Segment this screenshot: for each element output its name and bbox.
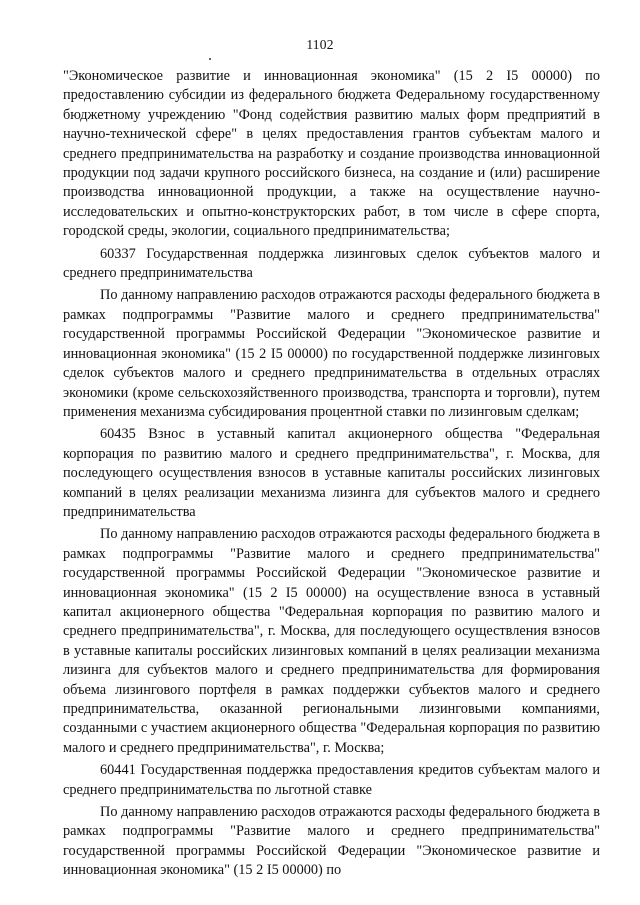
- paragraph-description-60435: По данному направлению расходов отражаются расходы федерального бюджета в рамках подпрограммы "Развитие малого и среднего предпринимательства" государственной программы Российской Федерации "Экономическое развитие и инновационная экономика" (15 2 I5 00000) на осуществление взноса в уставный капитал акционерного общества "Федеральная корпорация по развитию малого и среднего предпринимательства", г. Москва, для последующего осуществления взносов в уставные капиталы российских лизинговых компаний в целях реализации механизма лизинга для субъектов малого и среднего предпринимательства для формирования объема лизингового портфеля в рамках поддержки субъектов малого и среднего предпринимательства, оказанной региональными лизинговыми компаниями, созданными с участием акционерного общества "Федеральная корпорация по развитию малого и среднего предпринимательства", г. Москва;: [63, 526, 600, 756]
- paragraph-heading-60435: 60435 Взнос в уставный капитал акционерного общества "Федеральная корпорация по развитию малого и среднего предпринимательства", г. Москва, для последующего осуществления взносов в уставные капиталы российских лизинговых компаний в целях реализации механизма лизинга для субъектов малого и среднего предпринимательства: [63, 426, 600, 520]
- paragraph-description-60337: По данному направлению расходов отражаются расходы федерального бюджета в рамках подпрограммы "Развитие малого и среднего предпринимательства" государственной программы Российской Федерации "Экономическое развитие и инновационная экономика" (15 2 I5 00000) по государственной поддержке лизинговых сделок субъектов малого и среднего предпринимательства в отдельных отраслях экономики (кроме сельскохозяйственного производства, транспорта и торговли), путем применения механизма субсидирования процентной ставки по лизинговым сделкам;: [63, 287, 600, 420]
- page-number: 1102: [306, 37, 334, 52]
- paragraph-heading-60441: 60441 Государственная поддержка предоставления кредитов субъектам малого и среднего предпринимательства по льготной ставке: [63, 762, 600, 798]
- document-body: [63, 67, 600, 884]
- paragraph-description-60441: По данному направлению расходов отражаются расходы федерального бюджета в рамках подпрограммы "Развитие малого и среднего предпринимательства" государственной программы Российской Федерации "Экономическое развитие и инновационная экономика" (15 2 I5 00000) по: [63, 804, 600, 879]
- scan-speck: [209, 58, 211, 60]
- paragraph-heading-60337: 60337 Государственная поддержка лизинговых сделок субъектов малого и среднего предпринимательства: [63, 245, 600, 282]
- paragraph-grants-continuation: "Экономическое развитие и инновационная экономика" (15 2 I5 00000) по предоставлению субсидии из федерального бюджета Федеральному государственному бюджетному учреждению "Фонд содействия развитию малых форм предприятий в научно-технической сфере" в целях предоставления грантов субъектам малого и среднего предпринимательства на разработку и создание производства инновационной продукции под задачи крупного российского бизнеса, на создание и (или) расширение производства инновационной продукции, а также на осуществление научно-исследовательских и опытно-конструкторских работ, в том числе в сфере спорта, городской среды, экологии, социального предпринимательства;: [63, 68, 600, 240]
